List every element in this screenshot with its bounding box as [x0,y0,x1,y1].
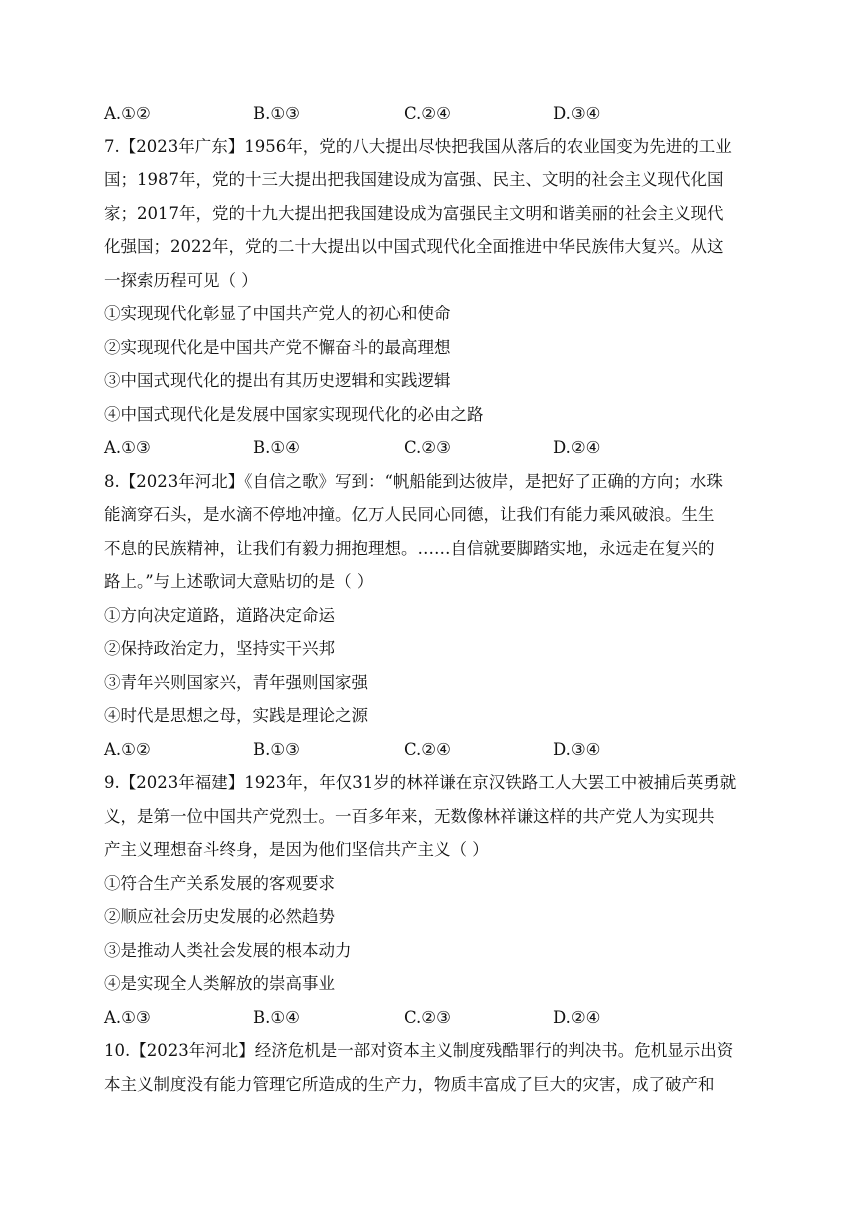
q6-option-d: D.③④ [553,104,601,123]
q8-stem-line: 能滴穿石头，是水滴不停地冲撞。亿万人民同心同德，让我们有能力乘风破浪。生生 [104,505,715,524]
q8-statement-1: ①方向决定道路，道路决定命运 [104,606,335,625]
q9-options [104,1007,764,1029]
q8-stem-line: 不息的民族精神，让我们有毅力拥抱理想。……自信就要脚踏实地，永远走在复兴的 [104,539,715,558]
q9-option-c: C.②③ [404,1008,451,1027]
q9-stem-line: 产主义理想奋斗终身，是因为他们坚信共产主义（ ） [104,840,489,859]
q10-stem-line: 10.【2023年河北】经济危机是一部对资本主义制度残酷罪行的判决书。危机显示出资 [104,1041,734,1060]
q6-option-a: A.①② [104,104,151,123]
q7-statement-3: ③中国式现代化的提出有其历史逻辑和实践逻辑 [104,371,451,390]
q9-stem-line: 9.【2023年福建】1923年，年仅31岁的林祥谦在京汉铁路工人大罢工中被捕后英勇就 [104,773,737,792]
q9-statement-1: ①符合生产关系发展的客观要求 [104,874,335,893]
q7-option-c: C.②③ [404,438,451,457]
q8-option-b: B.①③ [253,740,300,759]
q9-option-b: B.①④ [253,1008,300,1027]
q8-statement-4: ④时代是思想之母，实践是理论之源 [104,706,368,725]
q7-stem-line: 家；2017年，党的十九大提出把我国建设成为富强民主文明和谐美丽的社会主义现代 [104,204,724,223]
q7-statement-1: ①实现现代化彰显了中国共产党人的初心和使命 [104,304,451,323]
q7-stem-line: 化强国；2022年，党的二十大提出以中国式现代化全面推进中华民族伟大复兴。从这 [104,237,724,256]
q7-statement-2: ②实现现代化是中国共产党不懈奋斗的最高理想 [104,338,451,357]
q7-option-b: B.①④ [253,438,300,457]
q8-statement-2: ②保持政治定力，坚持实干兴邦 [104,639,335,658]
q9-statement-2: ②顺应社会历史发展的必然趋势 [104,907,335,926]
q7-option-d: D.②④ [553,438,601,457]
q9-option-d: D.②④ [553,1008,601,1027]
q6-option-c: C.②④ [404,104,451,123]
q7-stem-line: 国；1987年，党的十三大提出把我国建设成为富强、民主、文明的社会主义现代化国 [104,170,724,189]
q7-stem-line: 一探索历程可见（ ） [104,271,258,290]
q10-stem-line: 本主义制度没有能力管理它所造成的生产力，物质丰富成了巨大的灾害，成了破产和 [104,1075,715,1094]
q8-statement-3: ③青年兴则国家兴，青年强则国家强 [104,673,368,692]
q8-option-d: D.③④ [553,740,601,759]
q8-stem-line: 8.【2023年河北】《自信之歌》写到：“帆船能到达彼岸，是把好了正确的方向；水珠 [104,472,723,491]
q6-options [104,103,764,125]
q8-option-a: A.①② [104,740,151,759]
q7-stem-line: 7.【2023年广东】1956年，党的八大提出尽快把我国从落后的农业国变为先进的工业 [104,137,732,156]
q9-statement-4: ④是实现全人类解放的崇高事业 [104,974,335,993]
q6-option-b: B.①③ [253,104,300,123]
q7-statement-4: ④中国式现代化是发展中国家实现现代化的必由之路 [104,405,484,424]
q9-stem-line: 义，是第一位中国共产党烈士。一百多年来，无数像林祥谦这样的共产党人为实现共 [104,807,715,826]
q7-options [104,437,764,459]
q8-options [104,739,764,761]
q9-statement-3: ③是推动人类社会发展的根本动力 [104,941,352,960]
q7-option-a: A.①③ [104,438,151,457]
q8-option-c: C.②④ [404,740,451,759]
q9-option-a: A.①③ [104,1008,151,1027]
q8-stem-line: 路上。”与上述歌词大意贴切的是（ ） [104,572,374,591]
